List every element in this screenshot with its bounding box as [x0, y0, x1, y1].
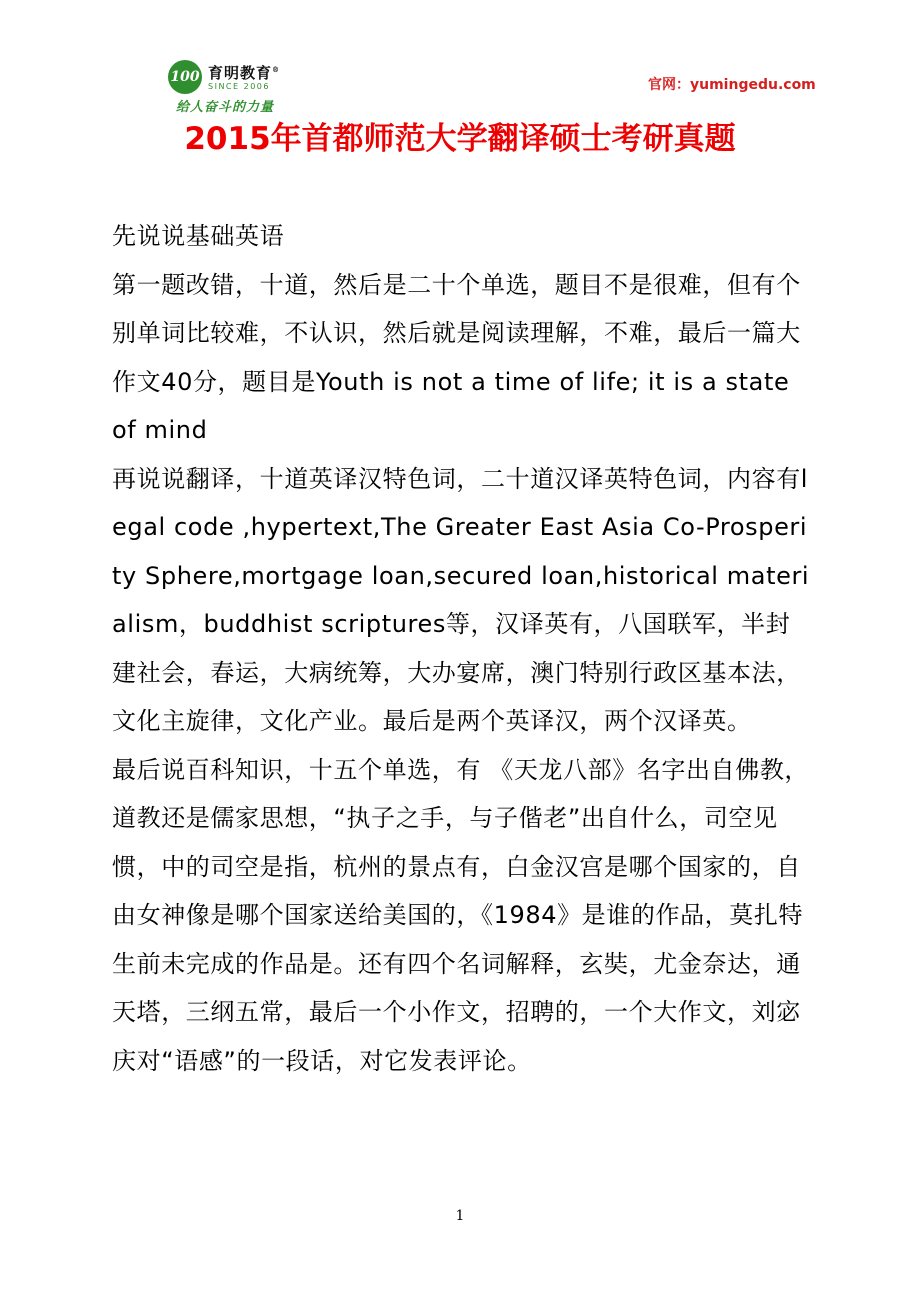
logo-emblem-icon [168, 60, 202, 94]
paragraph-intro: 先说说基础英语 [112, 222, 285, 250]
logo-brand-name [208, 62, 280, 83]
website-link[interactable]: 官网：yumingedu.com [648, 77, 816, 93]
trademark-symbol: ® [272, 65, 281, 74]
document-body [112, 212, 812, 1085]
page-header [0, 0, 920, 120]
brand-name-text: 育明教育 [208, 64, 273, 82]
logo-emblem-text: 100 [170, 69, 200, 85]
logo-since: SINCE 2006 [208, 82, 270, 91]
paragraph-translation: 再说说翻译，十道英译汉特色词，二十道汉译英特色词，内容有legal code ,hypertext,The Greater East Asia Co-Prosperity Sphere,mortgage loan,secured loan,historical materialism，buddhist scriptures等，汉译英有，八国联军，半封建社会，春运，大病统筹，大办宴席，澳门特别行政区基本法，文化主旋律，文化产业。最后是两个英译汉，两个汉译英。 [112, 464, 810, 735]
brand-logo [168, 60, 288, 114]
paragraph-encyclopedia: 最后说百科知识，十五个单选，有 《天龙八部》名字出自佛教，道教还是儒家思想，“执子之手，与子偕老”出自什么，司空见惯，中的司空是指，杭州的景点有，白金汉宫是哪个国家的，自由女神像是哪个国家送给美国的，《1984》是谁的作品，莫扎特生前未完成的作品是。还有四个名词解释，玄奘，尤金奈达，通天塔，三纲五常，最后一个小作文，招聘的，一个大作文，刘宓庆对“语感”的一段话，对它发表评论。 [112, 755, 810, 1075]
paragraph-basic-english: 第一题改错，十道，然后是二十个单选，题目不是很难，但有个别单词比较难，不认识，然后就是阅读理解，不难，最后一篇大作文40分，题目是Youth is not a time of life; it is a state of mind [112, 270, 801, 444]
logo-slogan: 给人奋斗的力量 [176, 100, 275, 115]
page-number: 1 [455, 1208, 465, 1224]
document-title: 2015年首都师范大学翻译硕士考研真题 [184, 121, 736, 157]
